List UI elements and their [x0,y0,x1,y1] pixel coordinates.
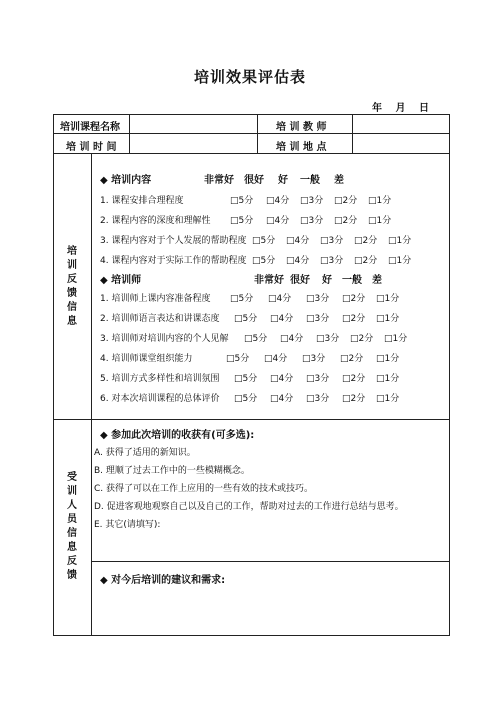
evaluation-table: 培训课程名称 培 训 教 师 培 训 时 间 培 训 地 点 培 训 反 馈 信 息 ◆ 培训内容 非常好 很好 好 一般 差 1. 课程安排合理程度 □5分 □4分 □3分 □2分 □1分 2. 课程内容的深度和理解性 □5分 □4分 □3分 □2分 □1分 3. 课程内容对于个人发展的帮助程度 □5分 □4分 □3分 □2分 □1分 4. 课程内容对于实际工作的帮助程度 □5分 □4分 □3分 □2分 □1分 ◆ 培训师 非常好 很好 好 一般 差 1. 培训师上课内容准备程度 □5分 □4分 □3分 □2分 □1分 2. 培训师语言表达和讲课态度 □5分 □4分 □3分 □2分 □1分 3. 培训师对培训内容的个人见解 □5分 □4分 □3分 □2分 □1分 4. 培训师课堂组织能力 □5分 □4分 □3分 □2分 □1分 5. 培训方式多样性和培训氛围 □5分 □4分 □3分 □2分 □1分 6. 对本次培训课程的总体评价 □5分 □4分 □3分 □2分 □1分 受 训 人 员 信 息 反 馈 ◆ 参加此次培训的收获有(可多选): A. 获得了适用的新知识。 B. 理顺了过去工作中的一些模糊概念。 C. 获得了可以在工作上应用的一些有效的技术或技巧。 D. 促进客观地观察自己以及自己的工作，帮助对过去的工作进行总结与思考。 E. 其它(请填写): ◆ 对今后培训的建议和需求: [53,114,450,636]
time-field[interactable] [130,134,257,153]
rating-option[interactable]: □3分 [306,374,330,384]
teacher-item-row: 3. 培训师对培训内容的个人见解 □5分 □4分 □3分 □2分 □1分 [100,331,228,344]
rating-option[interactable]: □3分 [306,294,330,304]
rating-option[interactable]: □5分 [234,374,258,384]
rating-option[interactable]: □5分 [230,196,254,206]
rating-option[interactable]: □2分 [342,294,366,304]
rating-option[interactable]: □4分 [280,334,304,344]
rating-option[interactable]: □1分 [376,374,400,384]
rating-option[interactable]: □1分 [376,354,400,364]
teacher-item-row: 1. 培训师上课内容准备程度 □5分 □4分 □3分 □2分 □1分 [100,291,210,304]
content-item-row: 3. 课程内容对于个人发展的帮助程度 □5分 □4分 □3分 □2分 □1分 [100,233,246,246]
rating-option[interactable]: □4分 [270,374,294,384]
location-label: 培 训 地 点 [276,142,327,153]
rating-option[interactable]: □4分 [264,354,288,364]
col-divider [91,153,92,635]
rating-option[interactable]: □3分 [320,256,344,266]
gain-option-d[interactable]: D. 促进客观地观察自己以及自己的工作，帮助对过去的工作进行总结与思考。 [94,502,404,512]
rating-option[interactable]: □4分 [268,294,292,304]
rating-option[interactable]: □2分 [340,354,364,364]
date-field: 年 月 日 [372,103,429,114]
rating-option[interactable]: □1分 [376,294,400,304]
teacher-item-row: 4. 培训师课堂组织能力 □5分 □4分 □3分 □2分 □1分 [100,351,192,364]
teacher-item-row: 6. 对本次培训课程的总体评价 □5分 □4分 □3分 □2分 □1分 [100,391,219,404]
rating-option[interactable]: □4分 [270,314,294,324]
teacher-item-row: 5. 培训方式多样性和培训氛围 □5分 □4分 □3分 □2分 □1分 [100,371,219,384]
content-item-row: 1. 课程安排合理程度 □5分 □4分 □3分 □2分 □1分 [100,193,183,206]
gain-option-a[interactable]: A. 获得了适用的新知识。 [94,448,196,458]
rating-option[interactable]: □1分 [368,216,392,226]
rating-option[interactable]: □3分 [320,236,344,246]
rating-option[interactable]: □5分 [230,216,254,226]
rating-option[interactable]: □1分 [384,334,408,344]
rating-option[interactable]: □2分 [334,216,358,226]
gain-option-b[interactable]: B. 理顺了过去工作中的一些模糊概念。 [94,466,250,476]
gain-option-e[interactable]: E. 其它(请填写): [94,520,161,530]
row-divider [54,153,449,154]
feedback-side-label: 培 训 反 馈 信 息 [67,246,77,327]
rating-option[interactable]: □5分 [234,394,258,404]
rating-option[interactable]: □5分 [230,294,254,304]
location-field[interactable] [353,134,449,153]
rating-option[interactable]: □1分 [388,256,412,266]
rating-option[interactable]: □5分 [244,334,268,344]
rating-option[interactable]: □2分 [354,256,378,266]
rating-option[interactable]: □2分 [342,374,366,384]
teacher-label: 培 训 教 师 [276,122,327,133]
gain-heading: ◆ 参加此次培训的收获有(可多选): [100,430,255,441]
rating-option[interactable]: □2分 [350,334,374,344]
content-item-row: 4. 课程内容对于实际工作的帮助程度 □5分 □4分 □3分 □2分 □1分 [100,253,246,266]
rating-option[interactable]: □1分 [388,236,412,246]
content-heading: ◆ 培训内容 [100,175,152,186]
rating-option[interactable]: □4分 [286,236,310,246]
rating-option[interactable]: □2分 [342,314,366,324]
rating-option[interactable]: □5分 [226,354,250,364]
rating-option[interactable]: □3分 [306,394,330,404]
rating-option[interactable]: □1分 [368,196,392,206]
rating-option[interactable]: □5分 [252,236,276,246]
rating-option[interactable]: □3分 [300,216,324,226]
rating-option[interactable]: □2分 [354,236,378,246]
row-divider [54,419,449,420]
content-item-row: 2. 课程内容的深度和理解性 □5分 □4分 □3分 □2分 □1分 [100,213,210,226]
rating-option[interactable]: □4分 [266,216,290,226]
page-title: 培训效果评估表 [193,68,306,86]
rating-option[interactable]: □2分 [334,196,358,206]
course-name-label: 培训课程名称 [60,122,120,133]
rating-option[interactable]: □1分 [376,314,400,324]
teacher-heading: ◆ 培训师 [100,275,142,286]
rating-option[interactable]: □3分 [302,354,326,364]
rating-option[interactable]: □4分 [266,196,290,206]
teacher-item-row: 2. 培训师语言表达和讲课态度 □5分 □4分 □3分 □2分 □1分 [100,311,219,324]
rating-option[interactable]: □3分 [300,196,324,206]
rating-option[interactable]: □3分 [306,314,330,324]
suggestion-heading: ◆ 对今后培训的建议和需求: [100,575,226,586]
course-name-field[interactable] [130,115,257,133]
rating-option[interactable]: □5分 [252,256,276,266]
rating-option[interactable]: □4分 [270,394,294,404]
time-label: 培 训 时 间 [66,142,117,153]
gain-option-c[interactable]: C. 获得了可以在工作上应用的一些有效的技术或技巧。 [94,484,314,494]
col-divider [257,115,258,153]
rating-option[interactable]: □4分 [286,256,310,266]
row-divider [91,561,449,562]
teacher-field[interactable] [353,115,449,133]
trainee-feedback-side-label: 受 训 人 员 信 息 反 馈 [67,472,77,581]
rating-option[interactable]: □1分 [376,394,400,404]
rating-option[interactable]: □5分 [234,314,258,324]
rating-option[interactable]: □3分 [316,334,340,344]
suggestion-input-area[interactable] [92,587,449,635]
rating-option[interactable]: □2分 [342,394,366,404]
